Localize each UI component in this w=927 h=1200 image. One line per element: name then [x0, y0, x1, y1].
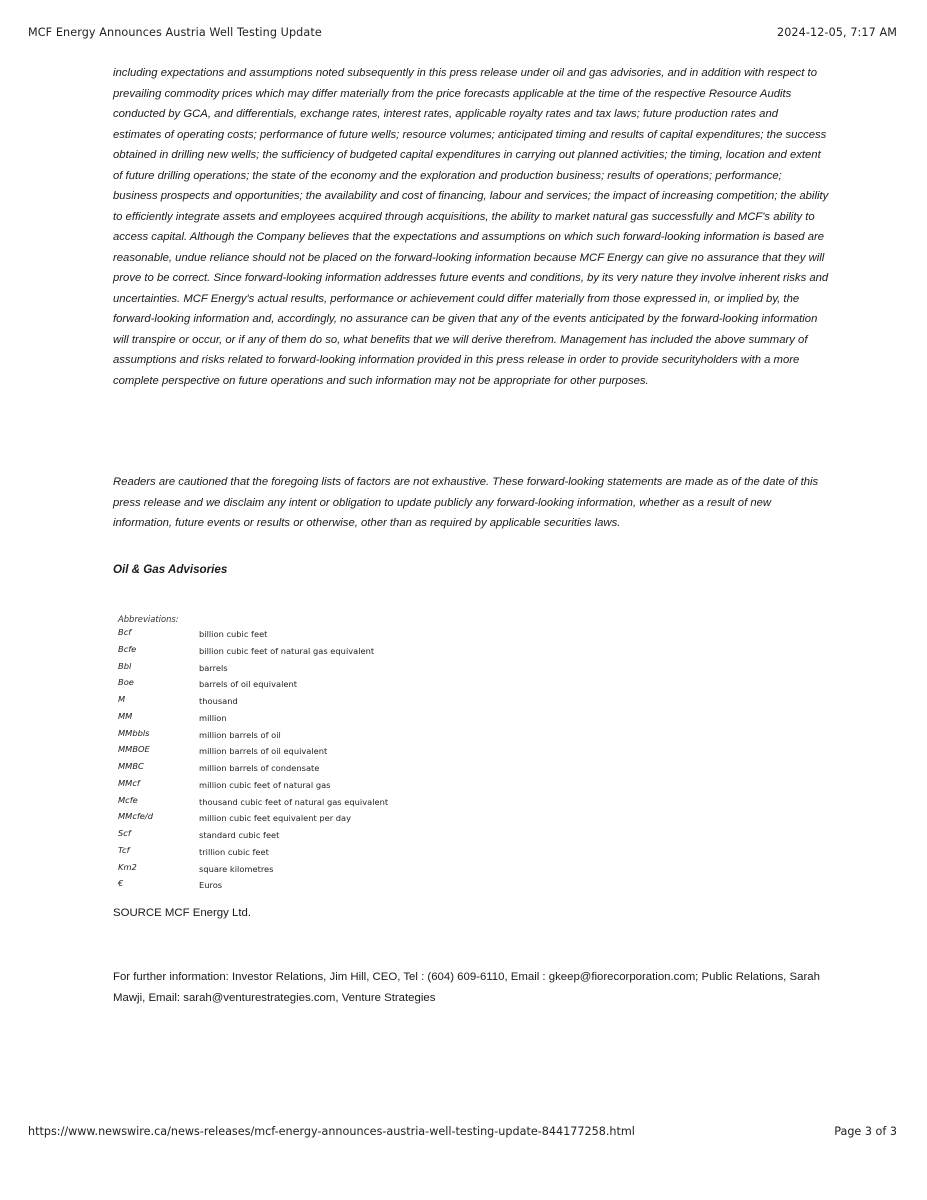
- abbreviation-meaning: thousand: [199, 696, 238, 706]
- abbreviation-code: MMcf: [118, 777, 140, 788]
- abbreviation-meaning: million barrels of condensate: [199, 763, 320, 773]
- abbreviation-code: Tcf: [118, 844, 130, 855]
- abbreviations-block: [118, 613, 438, 893]
- print-footer: [28, 1125, 897, 1141]
- abbreviation-meaning: million cubic feet of natural gas: [199, 779, 331, 790]
- abbreviation-row: [118, 659, 388, 676]
- abbreviation-code: MMbbls: [118, 727, 150, 738]
- abbreviation-row: [118, 793, 388, 810]
- abbreviation-code: Boe: [118, 677, 134, 688]
- abbreviation-meaning: barrels of oil equivalent: [199, 679, 298, 690]
- abbreviation-meaning: standard cubic feet: [199, 830, 280, 840]
- abbreviation-row: [118, 843, 388, 860]
- abbreviation-meaning: billion cubic feet: [199, 629, 268, 639]
- abbreviation-code: Km2: [118, 861, 137, 872]
- abbreviation-row: [118, 826, 388, 843]
- readers-cautioned-paragraph: Readers are cautioned that the foregoing lists of factors are not exhaustive. These forward-looking statements are made as of the date of this press release and we disclaim any intent or obligation to update publicly any forward-looking information, whether as a result of new information, future events or results or otherwise, other than as required by applicable securities laws.: [113, 476, 819, 529]
- abbreviation-code: Bbl: [118, 660, 132, 671]
- abbreviation-code: Bcfe: [118, 643, 137, 654]
- abbreviation-code: MMBOE: [118, 744, 150, 755]
- abbreviation-code: Bcf: [118, 627, 132, 637]
- abbreviation-row: [118, 692, 388, 709]
- abbreviation-meaning: Euros: [199, 880, 223, 891]
- abbreviation-row: [118, 742, 388, 759]
- abbreviation-code: MMcfe/d: [118, 811, 153, 822]
- abbreviation-code: M: [118, 694, 126, 704]
- abbreviation-row: [118, 709, 388, 726]
- abbreviation-meaning: million barrels of oil equivalent: [199, 746, 328, 757]
- contact-information: For further information: Investor Relations, Jim Hill, CEO, Tel : (604) 609-6110, Email : gkeep@fiorecorporation.com; Public Relations, Sarah Mawji, Email: sarah@venturestrategies.com, Venture Strategies: [113, 971, 820, 1004]
- source-line: SOURCE MCF Energy Ltd.: [113, 907, 251, 919]
- abbreviation-meaning: million barrels of oil: [199, 729, 281, 740]
- print-datetime: 2024-12-05, 7:17 AM: [776, 26, 897, 39]
- abbreviations-caption: Abbreviations:: [118, 614, 179, 624]
- abbreviation-code: €: [118, 878, 124, 889]
- abbreviation-code: MMBC: [118, 761, 144, 771]
- abbreviation-row: [118, 809, 388, 826]
- abbreviation-meaning: thousand cubic feet of natural gas equivalent: [199, 796, 389, 807]
- abbreviation-row: [118, 759, 388, 776]
- page-indicator: Page 3 of 3: [834, 1125, 897, 1138]
- abbreviation-code: Mcfe: [118, 794, 138, 805]
- abbreviation-row: [118, 876, 388, 893]
- oil-gas-advisories-heading: Oil & Gas Advisories: [113, 563, 228, 576]
- page-url: https://www.newswire.ca/news-releases/mcf-energy-announces-austria-well-testing-update-844177258.html: [28, 1125, 635, 1138]
- abbreviation-meaning: million cubic feet equivalent per day: [199, 813, 352, 824]
- abbreviation-code: MM: [118, 710, 133, 721]
- abbreviation-row: [118, 860, 388, 877]
- abbreviation-row: [118, 776, 388, 793]
- abbreviation-meaning: barrels: [199, 662, 228, 673]
- article-body: [113, 63, 829, 1004]
- abbreviation-meaning: trillion cubic feet: [199, 846, 269, 857]
- abbreviation-code: Scf: [118, 828, 131, 838]
- abbreviation-meaning: billion cubic feet of natural gas equivalent: [199, 645, 375, 656]
- abbreviation-meaning: million: [199, 712, 227, 723]
- abbreviation-row: [118, 642, 388, 659]
- document-title: MCF Energy Announces Austria Well Testing Update: [28, 26, 322, 39]
- abbreviation-meaning: square kilometres: [199, 863, 274, 874]
- forward-looking-paragraph: including expectations and assumptions noted subsequently in this press release under oil and gas advisories, and in addition with respect to prevailing commodity prices which may differ materially from the price forecasts applicable at the time of the respective Resource Audits conducted by GCA, and differentials, exchange rates, interest rates, applicable royalty rates and tax laws; future production rates and estimates of operating costs; performance of future wells; resource volumes; anticipated timing and results of capital expenditures; the success obtained in drilling new wells; the sufficiency of budgeted capital expenditures in carrying out planned activities; the timing, location and extent of future drilling operations; the state of the economy and the exploration and production business; results of operations; performance; business prospects and opportunities; the availability and cost of financing, labour and services; the impact of increasing competition; the ability to efficiently integrate assets and employees acquired through acquisitions, the ability to market natural gas successfully and MCF's ability to access capital. Although the Company believes that the expectations and assumptions on which such forward-looking information is based are reasonable, undue reliance should not be placed on the forward-looking information because MCF Energy can give no assurance that they will prove to be correct. Since forward-looking information addresses future events and conditions, by its very nature they involve inherent risks and uncertainties. MCF Energy's actual results, performance or achievement could differ materially from those expressed in, or implied by, the forward-looking information and, accordingly, no assurance can be given that any of the events anticipated by the forward-looking information will transpire or occur, or if any of them do so, what benefits that we will derive therefrom. Management has included the above summary of assumptions and risks related to forward-looking information provided in this press release in order to provide securityholders with a more complete perspective on future operations and such information may not be appropriate for other purposes.: [113, 67, 829, 387]
- print-header: [28, 26, 897, 42]
- abbreviation-row: [118, 726, 388, 743]
- abbreviation-row: [118, 675, 388, 692]
- abbreviation-row: [118, 625, 388, 642]
- abbreviations-table: [118, 625, 388, 893]
